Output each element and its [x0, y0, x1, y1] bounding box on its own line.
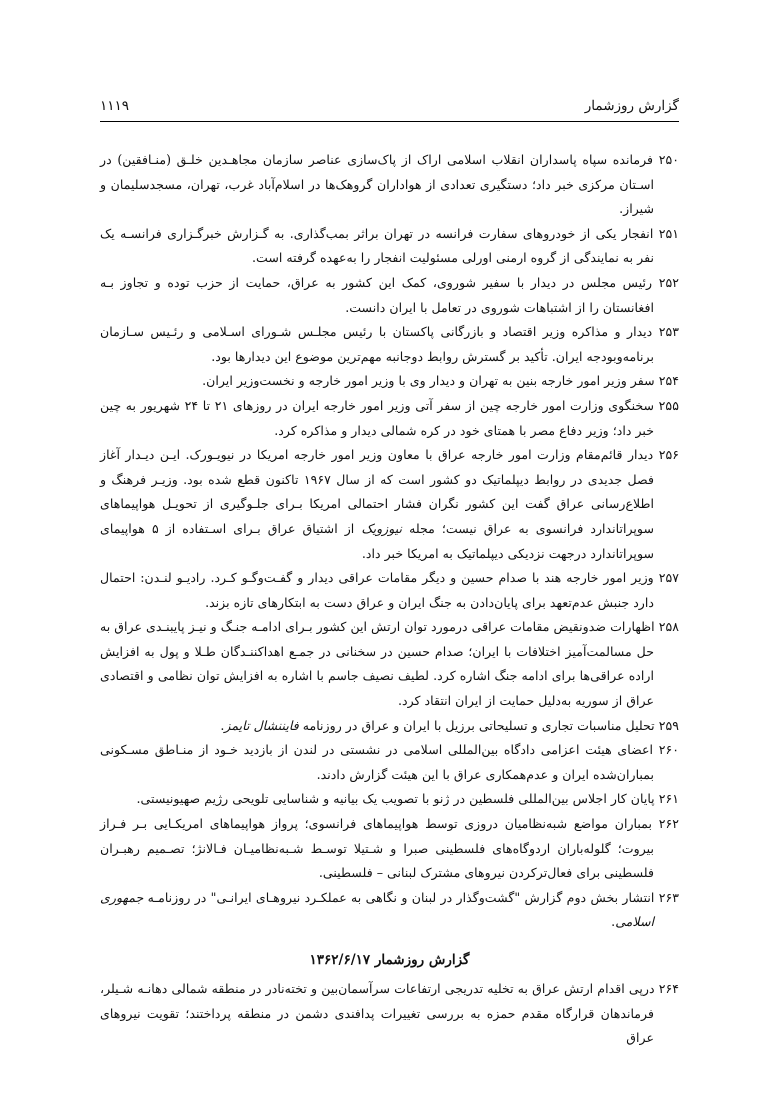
entry-256: ۲۵۶ دیدار قائم‌مقام وزارت امور خارجه عراق با معاون وزیر امور خارجه امریکا در نیویـورک. ایـن دیـدار آغاز فصل جدیدی در روابط دیپلماتیک دو کشور است که از سال ۱۹۶۷ تاکنون قطع شده بود. وزیـر فرهنگ و اطلاع‌رسانی عراق گفت این کشور نگران فشار احتمالی امریکا بـرای جلـوگیری از تحویـل هواپیماهای سوپراتاندارد فرانسوی به عراق نیست؛ مجله نیوزویک از اشتیاق عراق بـرای اسـتفاده از ۵ هواپیمای سوپراتاندارد درجهت نزدیکی دیپلماتیک به امریکا خبر داد.: [100, 447, 679, 561]
entry-264: ۲۶۴ درپی اقدام ارتش عراق به تخلیه تدریجی ارتفاعات سرآسمان‌بین و تخته‌نادر در منطقه شمالی دهانـه شـیلر، فرماندهان قرارگاه مقدم حمزه به بررسی تغییرات پدافندی دشمن در منطقه پرداختند؛ تقویت نیروهای عراق: [100, 981, 679, 1046]
publication-name: نیوزویک: [361, 520, 403, 536]
entry-262: ۲۶۲ بمباران مواضع شبه‌نظامیان دروزی توسط هواپیماهای فرانسوی؛ پرواز هواپیماهای امریکـایی بـر فـراز بیروت؛ گلوله‌باران اردوگاه‌های فلسطینی صبرا و شـتیلا توسـط شـبه‌نظامیـان فـالانژ؛ تصـمیم رهبـران فلسطینی برای فعال‌ترکردن نیروهای مشترک لبنانی – فلسطینی.: [100, 816, 679, 881]
header-rule: [100, 121, 679, 122]
entry-250: ۲۵۰ فرمانده سپاه پاسداران انقلاب اسلامی اراک از پاک‌سازی عناصر سازمان مجاهـدین خلـق (منـافقین) در اسـتان مرکزی خبر داد؛ دستگیری تعدادی از هواداران گروهک‌ها در اسلام‌آباد غرب، تهران، مسجدسلیمان و شیراز.: [100, 152, 679, 217]
section-title: گزارش روزشمار ۱۳۶۲/۶/۱۷: [309, 952, 470, 968]
entry-253: ۲۵۳ دیدار و مذاکره وزیر اقتصاد و بازرگانی پاکستان با رئیس مجلـس شـورای اسـلامی و رئـیس سـازمان برنامه‌وبودجه ایران. تأکید بر گسترش روابط دوجانبه مهم‌ترین موضوع این دیدارها بود.: [100, 324, 679, 364]
entry-260: ۲۶۰ اعضای هیئت اعزامی دادگاه بین‌المللی اسلامی در نشستی در لندن از بازدید خـود از منـاطق مسـکونی بمباران‌شده ایران و عدم‌همکاری عراق با این هیئت گزارش دادند.: [100, 742, 679, 782]
page-number: ۱۱۱۹: [100, 98, 130, 114]
entry-257: ۲۵۷ وزیر امور خارجه هند با صدام حسین و دیگر مقامات عراقی دیدار و گفـت‌وگـو کـرد. رادیـو لنـدن: احتمال دارد جنبش عدم‌تعهد برای پایان‌دادن به جنگ ایران و عراق دست به ابتکارهای تازه بزند.: [100, 570, 679, 610]
entry-252: ۲۵۲ رئیس مجلس در دیدار با سفیر شوروی، کمک این کشور به عراق، حمایت از حزب توده و تجاوز بـه افغانستان را از اشتباهات شوروی در تعامل با ایران دانست.: [100, 274, 679, 315]
entry-251: ۲۵۱ انفجار یکی از خودروهای سفارت فرانسه در تهران براثر بمب‌گذاری. به گـزارش خبرگـزاری فرانسـه یک نفر به نمایندگی از گروه ارمنی اورلی مسئولیت انفجار را به‌عهده گرفته است.: [100, 225, 679, 266]
entry-261: ۲۶۱ پایان کار اجلاس بین‌المللی فلسطین در ژنو با تصویب یک بیانیه و شناسایی تلویحی رژیم صهیونیستی.: [136, 791, 679, 807]
publication-name: جمهوری اسلامی: [100, 889, 654, 930]
entry-263: ۲۶۳ انتشار بخش دوم گزارش "گشت‌وگذار در لبنان و نگاهی به عملکـرد نیروهـای ایرانـی" در روزنامـه جمهوری اسلامی.: [100, 889, 679, 930]
entry-258: ۲۵۸ اظهارات ضدونقیض مقامات عراقی درمورد توان ارتش این کشور بـرای ادامـه جنـگ و نیـز پایبنـدی عراق به حل مسالمت‌آمیز اختلافات با ایران؛ صدام حسین در سخنانی در جمـع اهداکننـدگان طـلا و پول به افزایش اراده عراقی‌ها برای ادامه جنگ اشاره کرد. لطیف نصیف جاسم با اشاره به افزایش توان نظامی و اقتصادی عراق از سوریه به‌دلیل حمایت از ایران انتقاد کرد.: [100, 619, 679, 709]
page-body: [100, 148, 679, 1051]
entry-259: ۲۵۹ تحلیل مناسبات تجاری و تسلیحاتی برزیل با ایران و عراق در روزنامه فایننشال تایمز.: [220, 717, 679, 733]
entry-254: ۲۵۴ سفر وزیر امور خارجه بنین به تهران و دیدار وی با وزیر امور خارجه و نخست‌وزیر ایران.: [202, 373, 679, 389]
page-header: [100, 94, 679, 114]
running-title: گزارش روزشمار: [584, 98, 679, 114]
publication-name: فایننشال تایمز: [224, 717, 299, 733]
entry-255: ۲۵۵ سخنگوی وزارت امور خارجه چین از سفر آتی وزیر امور خارجه ایران در روزهای ۲۱ تا ۲۴ شهریور به چین خبر داد؛ وزیر دفاع مصر با همتای خود در کره شمالی دیدار و مذاکره کرد.: [100, 397, 679, 438]
